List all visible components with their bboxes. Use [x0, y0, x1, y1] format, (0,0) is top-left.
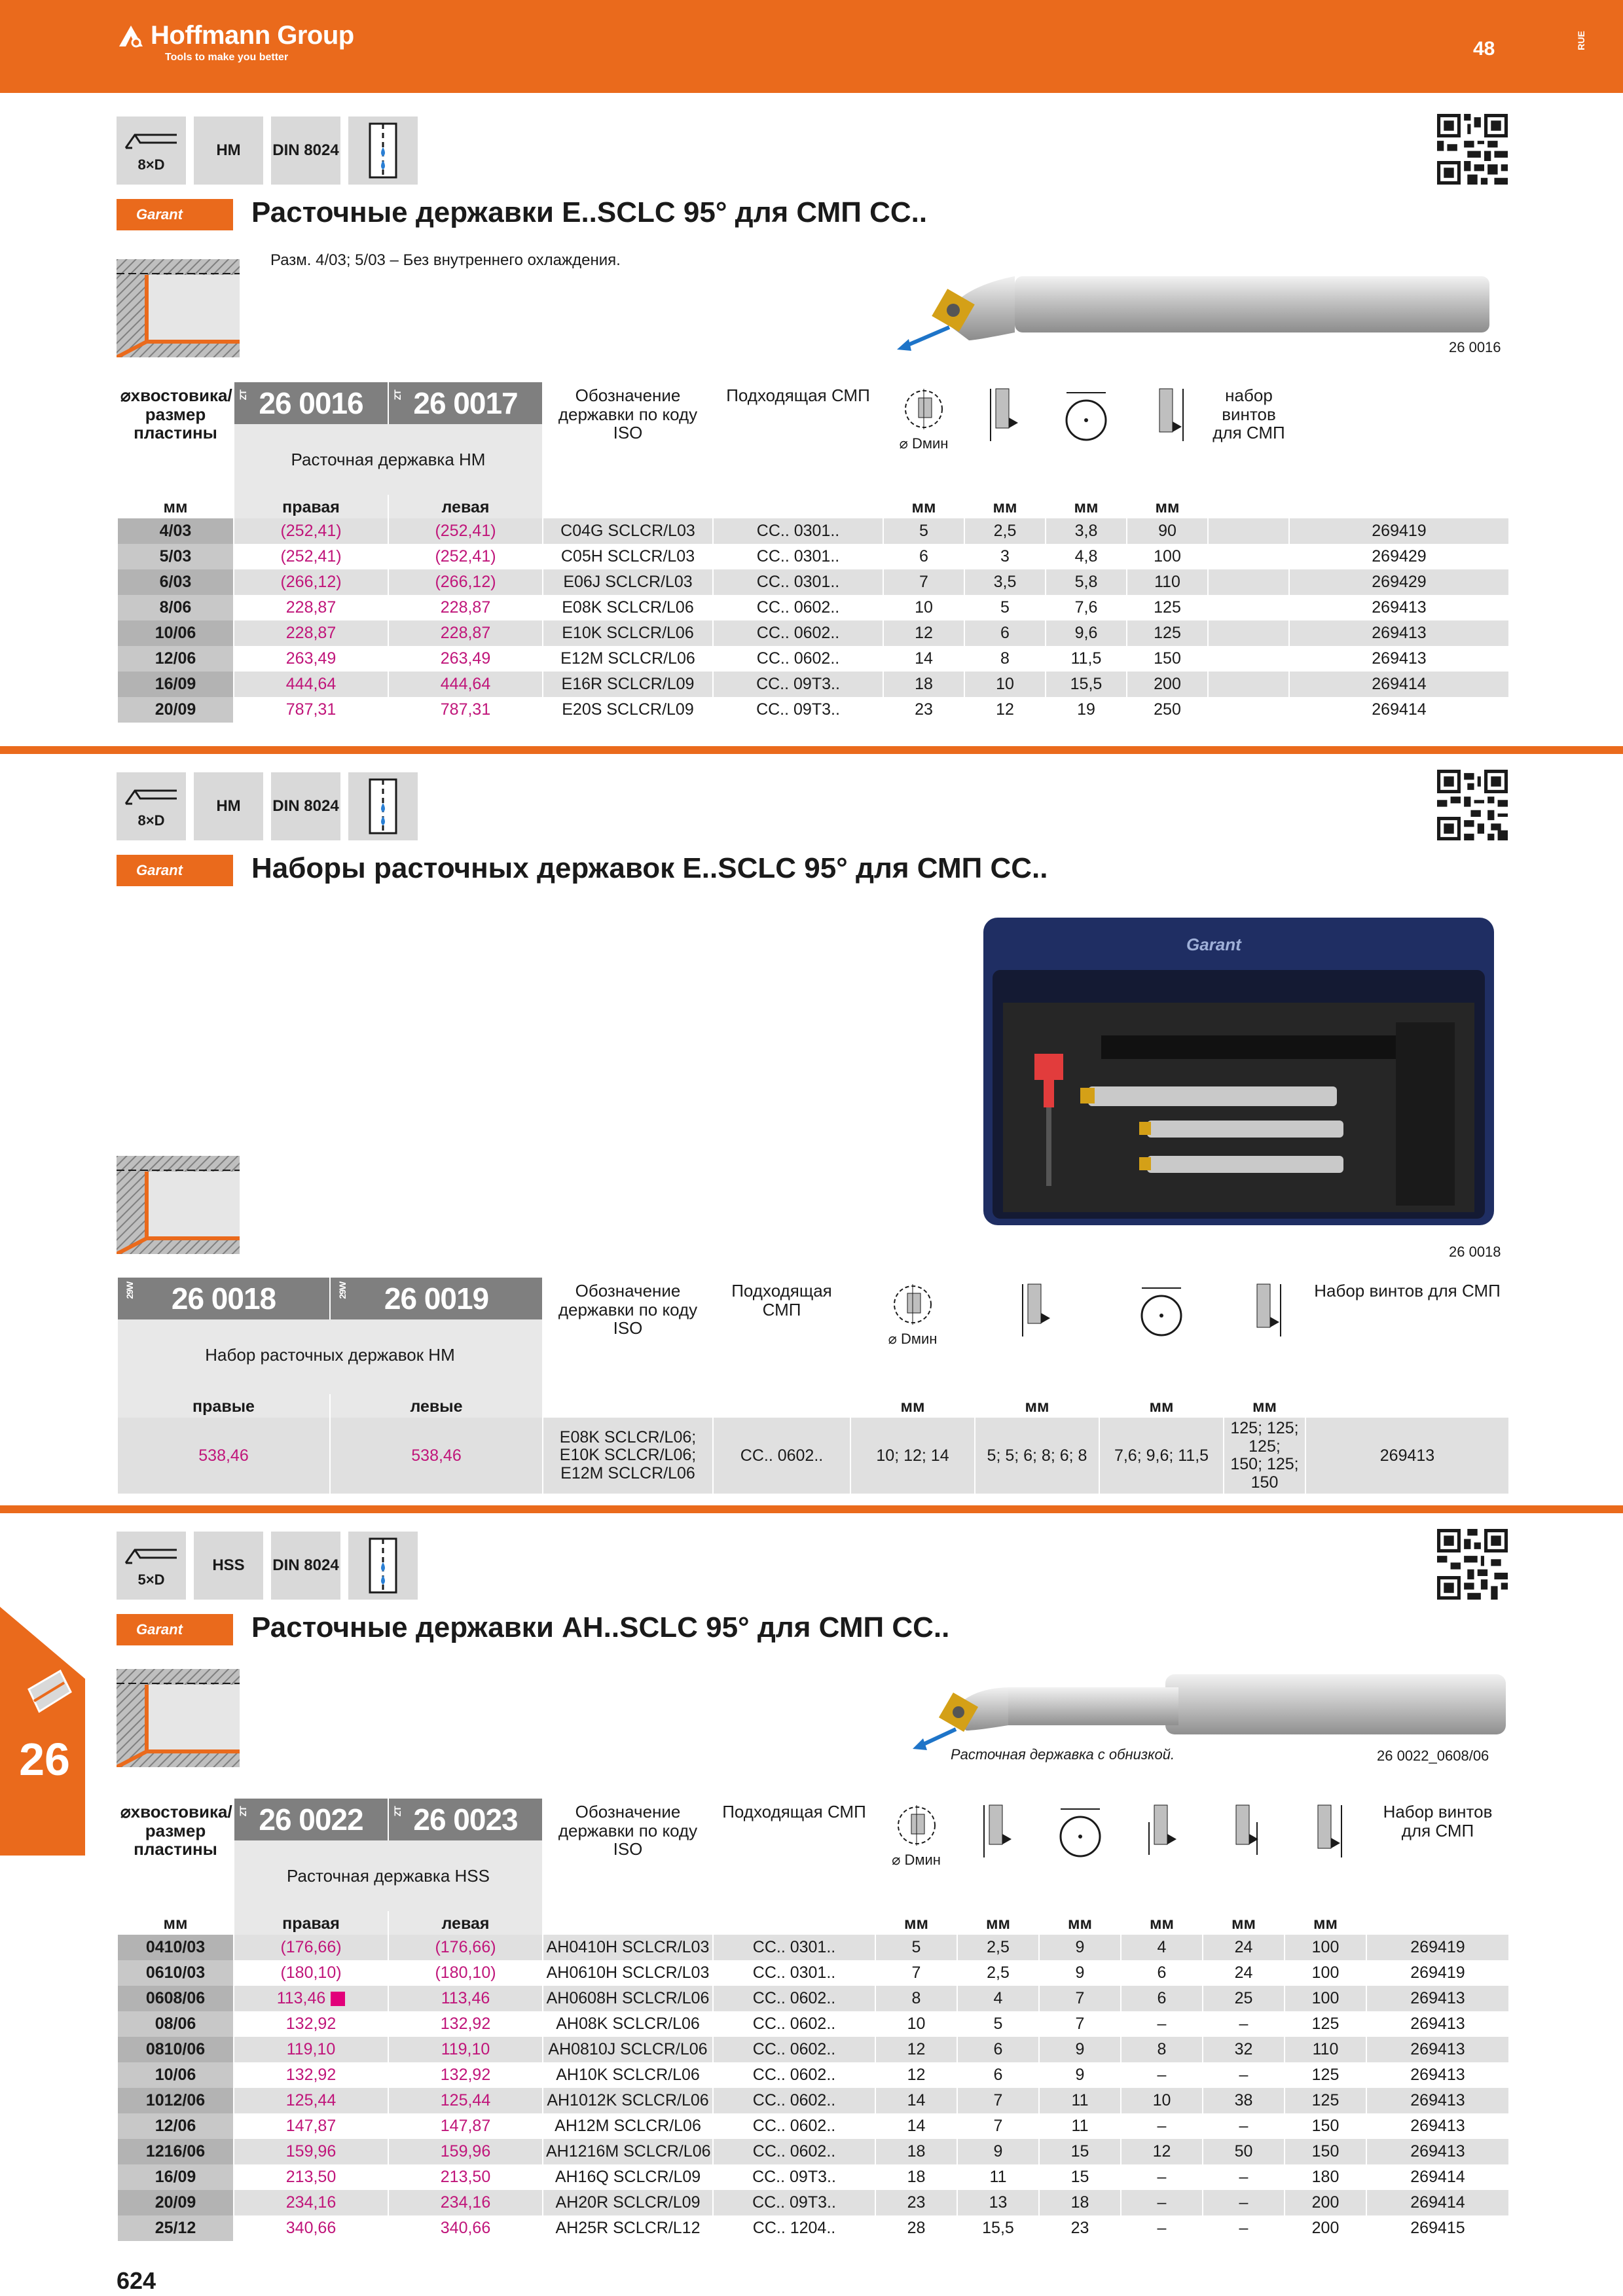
dmin-header: ⌀ Dмин — [850, 1278, 975, 1394]
garant-brand-badge: Garant — [117, 199, 233, 230]
dmin-icon — [898, 386, 950, 432]
bar-length-icon — [979, 1803, 1018, 1861]
length-l1-header — [975, 1278, 1099, 1394]
right-label: правая — [234, 495, 388, 518]
product-table-e-sclc: ⌀хвостовика/ размер пластины ZT 26 0016 ZT 26 0017 Расточная державка HM Обозначение державки по коду ISO Подходящая СМП ⌀ Dмин набор винтов для СМП мм правая левая мм мм мм мм 4/03 (252,41) (252,41) C04G SCLCR/L03 CC.. 0301.. 5 2,5 3,8 90 269419 5/03 (252,41) (252,41) C05H SCLCR/L03 CC.. 0301.. 6 3 4,8 100 269429 6/03 (266,12) (266,12) E06J SCLCR/L03 CC.. 0301.. 7 3,5 5,8 110 269429 8/06 228,87 228,87 E08K SCLCR/L06 CC.. 0602.. 10 5 7,6 125 269413 10/06 228,87 228,87 E10K SCLCR/L06 CC.. 0602.. 12 6 9,6 125 269413 12/06 263,49 263,49 E12M SCLCR/L06 CC.. 0602.. 14 8 11,5 150 269413 16/09 444,64 444,64 E16R SCLCR/L09 CC.. 09T3.. 18 10 15,5 200 269414 20/09 787,31 787,31 E20S SCLCR/L09 CC.. 09T3.. 23 12 19 250 269414 — [117, 382, 1508, 723]
iso-code-header: Обозначение державки по коду ISO — [543, 382, 713, 495]
article-number-right: 29W 26 0018 — [118, 1278, 329, 1319]
shank-diameter-header — [1099, 1278, 1224, 1394]
size-note: Разм. 4/03; 5/03 – Без внутреннего охлаждения. — [270, 251, 621, 269]
shank-diameter-header — [1046, 382, 1127, 495]
material-badge: HSS — [194, 1532, 263, 1600]
boring-bar-icon — [122, 1543, 181, 1570]
material-badge: HM — [194, 117, 263, 185]
unit-label: мм — [117, 495, 234, 518]
holder-type-label: Расточная державка HM — [291, 450, 486, 469]
screw-set-header: Набор винтов для СМП — [1366, 1799, 1508, 1911]
table-row: 20/09 787,31 787,31 E20S SCLCR/L09 CC.. 09T3.. 23 12 19 250 269414 — [117, 697, 1508, 723]
table-row: 12/06 147,87 147,87 AH12M SCLCR/L06 CC.. 0602.. 14 7 11 – – 150 269413 — [117, 2113, 1508, 2139]
dmin-icon — [886, 1282, 939, 1327]
article-group-header — [234, 1799, 543, 1911]
logo-tagline: Tools to make you better — [165, 52, 289, 63]
neck-diameter-icon — [1142, 1803, 1182, 1861]
table-row: 16/09 444,64 444,64 E16R SCLCR/L09 CC.. 09T3.. 18 10 15,5 200 269414 — [117, 672, 1508, 697]
unit-label: мм — [117, 1911, 234, 1935]
table-row: 20/09 234,16 234,16 AH20R SCLCR/L09 CC.. 09T3.. 23 13 18 – – 200 269414 — [117, 2190, 1508, 2215]
length-ratio-badge: 8×D — [117, 117, 186, 185]
article-number-right: ZT 26 0022 — [234, 1799, 388, 1840]
length-ratio-badge: 8×D — [117, 772, 186, 840]
hoffmann-logo[interactable] — [117, 21, 354, 63]
shank-diameter-icon — [1135, 1282, 1188, 1340]
page-number-top: 48 — [1473, 38, 1495, 60]
din-badge: DIN 8024 — [271, 117, 340, 185]
table-row: 12/06 263,49 263,49 E12M SCLCR/L06 CC.. 0602.. 14 8 11,5 150 269413 — [117, 646, 1508, 672]
product-table-e-sclc-set: 29W 26 0018 29W 26 0019 Набор расточных державок HM Обозначение державки по коду ISO Подходящая СМП ⌀ Dмин Набор винтов для СМП правые левые мм мм мм мм 538,46 538,46 E08K SCLCR/L06; E10K SCLCR/L06; E12M SCLCR/L06 CC.. 0602.. 10; 12; 14 5; 5; 6; 8; 6; 8 7,6; 9,6; 11,5 125; 125; 125; 150; 125; 150 269413 — [117, 1278, 1508, 1494]
article-number-left: ZT 26 0017 — [388, 382, 542, 424]
screw-set-header: набор винтов для СМП — [1208, 382, 1289, 495]
garant-brand-badge: Garant — [117, 855, 233, 886]
din-badge: DIN 8024 — [271, 1532, 340, 1600]
table-row: 10/06 132,92 132,92 AH10K SCLCR/L06 CC.. 0602.. 12 6 9 – – 125 269413 — [117, 2062, 1508, 2088]
holder-type-label: Расточная державка HSS — [287, 1866, 490, 1886]
neck-length-header — [1203, 1799, 1285, 1911]
right-label: правые — [117, 1394, 330, 1418]
shank-diameter-icon — [1054, 1803, 1106, 1861]
right-label: правая — [234, 1911, 388, 1935]
shank-header: ⌀хвостовика/ размер пластины — [117, 382, 234, 495]
coolant-icon — [363, 1536, 403, 1595]
length-l1-header — [957, 1799, 1039, 1911]
table-row: 4/03 (252,41) (252,41) C04G SCLCR/L03 CC.. 0301.. 5 2,5 3,8 90 269419 — [117, 518, 1508, 544]
din-badge: DIN 8024 — [271, 772, 340, 840]
set-type-label: Набор расточных державок HM — [205, 1345, 455, 1365]
neck-diameter-header — [1121, 1799, 1203, 1911]
table-row: 1216/06 159,96 159,96 AH1216M SCLCR/L06 CC.. 0602.. 18 9 15 12 50 150 269413 — [117, 2139, 1508, 2164]
photo-caption: 26 0022_0608/06 — [1377, 1748, 1489, 1764]
section-divider — [0, 746, 1623, 754]
iso-code-header: Обозначение державки по коду ISO — [543, 1799, 713, 1911]
left-label: левые — [330, 1394, 543, 1418]
garant-brand-badge: Garant — [117, 1614, 233, 1645]
coolant-icon — [363, 121, 403, 180]
shank-header: ⌀хвостовика/ размер пластины — [117, 1799, 234, 1911]
neck-length-icon — [1224, 1803, 1264, 1861]
product-table-ah-sclc: ⌀хвостовика/ размер пластины ZT 26 0022 ZT 26 0023 Расточная державка HSS Обозначение державки по коду ISO Подходящая СМП ⌀ Dмин Набор винтов для СМП мм правая левая мм мм мм мм мм мм 0410/03 (176,66) (176,66) AH0410H SCLCR/L03 CC.. 0301.. 5 2,5 9 4 24 100 269419 0610/03 (180,10) (180,10) AH0610H SCLCR/L03 CC.. 0301.. 7 2,5 9 6 24 100 269419 0608/06 113,46 113,46 AH0608H SCLCR/L06 CC.. 0602.. 8 4 7 6 25 100 269413 08/06 132,92 132,92 AH08K SCLCR/L06 CC.. 0602.. 10 5 7 – – 125 269413 0810/06 119,10 119,10 AH0810J SCLCR/L06 CC.. 0602.. 12 6 9 8 32 110 269413 10/06 132,92 132,92 AH10K SCLCR/L06 CC.. 0602.. 12 6 9 – – 125 269413 1012/06 125,44 125,44 AH1012K SCLCR/L06 CC.. 0602.. 14 7 11 10 38 125 269413 12/06 147,87 147,87 AH12M SCLCR/L06 CC.. 0602.. 14 7 11 – – 150 269413 1216/06 159,96 159,96 AH1216M SCLCR/L06 CC.. 0602.. 18 9 15 12 50 150 269413 16/09 213,50 213,50 AH16Q SCLCR/L09 CC.. 09T3.. 18 11 15 – – 180 269414 20/09 234,16 234,16 AH20R SCLCR/L09 CC.. 09T3.. 23 13 18 – – 200 269414 25/12 340,66 340,66 AH25R SCLCR/L12 CC.. 1204.. 28 15,5 23 – – 200 269415 — [117, 1799, 1508, 2241]
photo-caption: 26 0018 — [1449, 1244, 1501, 1260]
article-number-left: 29W 26 0019 — [329, 1278, 542, 1319]
table-row: 0610/03 (180,10) (180,10) AH0610H SCLCR/L03 CC.. 0301.. 7 2,5 9 6 24 100 269419 — [117, 1960, 1508, 1986]
shank-diameter-header — [1039, 1799, 1121, 1911]
material-badge: HM — [194, 772, 263, 840]
article-group-header — [234, 382, 543, 495]
coolant-badge — [348, 1532, 418, 1600]
screw-set-header: Набор винтов для СМП — [1305, 1278, 1508, 1394]
article-number-left: ZT 26 0023 — [388, 1799, 542, 1840]
table-row: 6/03 (266,12) (266,12) E06J SCLCR/L03 CC.. 0301.. 7 3,5 5,8 110 269429 — [117, 569, 1508, 595]
overall-length-header — [1285, 1799, 1366, 1911]
overall-length-icon — [1245, 1282, 1285, 1340]
dmin-header: ⌀ Dмин — [875, 1799, 957, 1911]
section-title: Расточные державки E..SCLC 95° для СМП CC.. — [251, 196, 928, 228]
photo-caption: 26 0016 — [1449, 339, 1501, 355]
overall-length-icon — [1306, 1803, 1345, 1861]
left-label: левая — [388, 1911, 543, 1935]
case-brand-label: Garant — [1186, 935, 1241, 954]
table-row: 538,46 538,46 E08K SCLCR/L06; E10K SCLCR/L06; E12M SCLCR/L06 CC.. 0602.. 10; 12; 14 5; 5; 6; 8; 6; 8 7,6; 9,6; 11,5 125; 125; 125; 150; 125; 150 269413 — [117, 1418, 1508, 1494]
shank-diameter-icon — [1060, 386, 1112, 445]
coolant-badge — [348, 772, 418, 840]
hss-boring-bar-photo — [903, 1668, 1512, 1759]
article-group-header — [117, 1278, 543, 1394]
dmin-icon — [890, 1803, 943, 1848]
bore-diagram-icon — [117, 1669, 240, 1767]
language-tag: RUE — [1575, 31, 1586, 50]
photo-note: Расточная державка с обнизкой. — [951, 1746, 1175, 1763]
dmin-header: ⌀ Dмин — [883, 382, 964, 495]
chapter-side-tab[interactable] — [0, 1607, 85, 1856]
boring-bar-photo — [897, 262, 1512, 367]
qr-code-icon[interactable] — [1437, 114, 1508, 185]
table-row: 25/12 340,66 340,66 AH25R SCLCR/L12 CC.. 1204.. 28 15,5 23 – – 200 269415 — [117, 2215, 1508, 2241]
article-number-right: ZT 26 0016 — [234, 382, 388, 424]
table-row: 10/06 228,87 228,87 E10K SCLCR/L06 CC.. 0602.. 12 6 9,6 125 269413 — [117, 620, 1508, 646]
logo-text: Hoffmann Group — [151, 21, 354, 50]
bore-diagram-icon — [117, 259, 240, 357]
table-row: 5/03 (252,41) (252,41) C05H SCLCR/L03 CC.. 0301.. 6 3 4,8 100 269429 — [117, 544, 1508, 569]
insert-header: Подходящая СМП — [713, 1278, 850, 1394]
section-title: Расточные державки AH..SCLC 95° для СМП CC.. — [251, 1611, 950, 1643]
table-row: 8/06 228,87 228,87 E08K SCLCR/L06 CC.. 0602.. 10 5 7,6 125 269413 — [117, 595, 1508, 620]
coolant-icon — [363, 777, 403, 836]
section-title: Наборы расточных державок E..SCLC 95° для СМП CC.. — [251, 852, 1048, 884]
table-row: 0410/03 (176,66) (176,66) AH0410H SCLCR/L03 CC.. 0301.. 5 2,5 9 4 24 100 269419 — [117, 1935, 1508, 1960]
table-row: 1012/06 125,44 125,44 AH1012K SCLCR/L06 CC.. 0602.. 14 7 11 10 38 125 269413 — [117, 2088, 1508, 2113]
insert-header: Подходящая СМП — [713, 1799, 875, 1911]
overall-length-icon — [1148, 386, 1187, 445]
bore-diagram-icon — [117, 1156, 240, 1254]
table-row: 16/09 213,50 213,50 AH16Q SCLCR/L09 CC.. 09T3.. 18 11 15 – – 180 269414 — [117, 2164, 1508, 2190]
length-ratio-badge: 5×D — [117, 1532, 186, 1600]
boring-bar-set-photo — [970, 911, 1507, 1225]
length-l1-header — [964, 382, 1046, 495]
table-row: 08/06 132,92 132,92 AH08K SCLCR/L06 CC.. 0602.. 10 5 7 – – 125 269413 — [117, 2011, 1508, 2037]
section-divider — [0, 1505, 1623, 1513]
chapter-number: 26 — [19, 1734, 70, 1785]
qr-code-icon[interactable] — [1437, 1529, 1508, 1600]
qr-code-icon[interactable] — [1437, 770, 1508, 840]
overall-length-header — [1127, 382, 1208, 495]
hoffmann-logo-icon — [117, 23, 145, 49]
boring-bar-icon — [122, 784, 181, 810]
overall-length-header — [1224, 1278, 1305, 1394]
bar-length-icon — [1017, 1282, 1057, 1340]
coolant-badge — [348, 117, 418, 185]
insert-header: Подходящая СМП — [713, 382, 883, 495]
iso-code-header: Обозначение державки по коду ISO — [543, 1278, 713, 1394]
page-number-bottom: 624 — [117, 2267, 156, 2294]
new-item-marker — [331, 1992, 345, 2006]
left-label: левая — [388, 495, 543, 518]
boring-bar-icon — [122, 128, 181, 154]
table-row: 0608/06 113,46 113,46 AH0608H SCLCR/L06 CC.. 0602.. 8 4 7 6 25 100 269413 — [117, 1986, 1508, 2011]
table-row: 0810/06 119,10 119,10 AH0810J SCLCR/L06 CC.. 0602.. 12 6 9 8 32 110 269413 — [117, 2037, 1508, 2062]
bar-length-icon — [985, 386, 1025, 445]
